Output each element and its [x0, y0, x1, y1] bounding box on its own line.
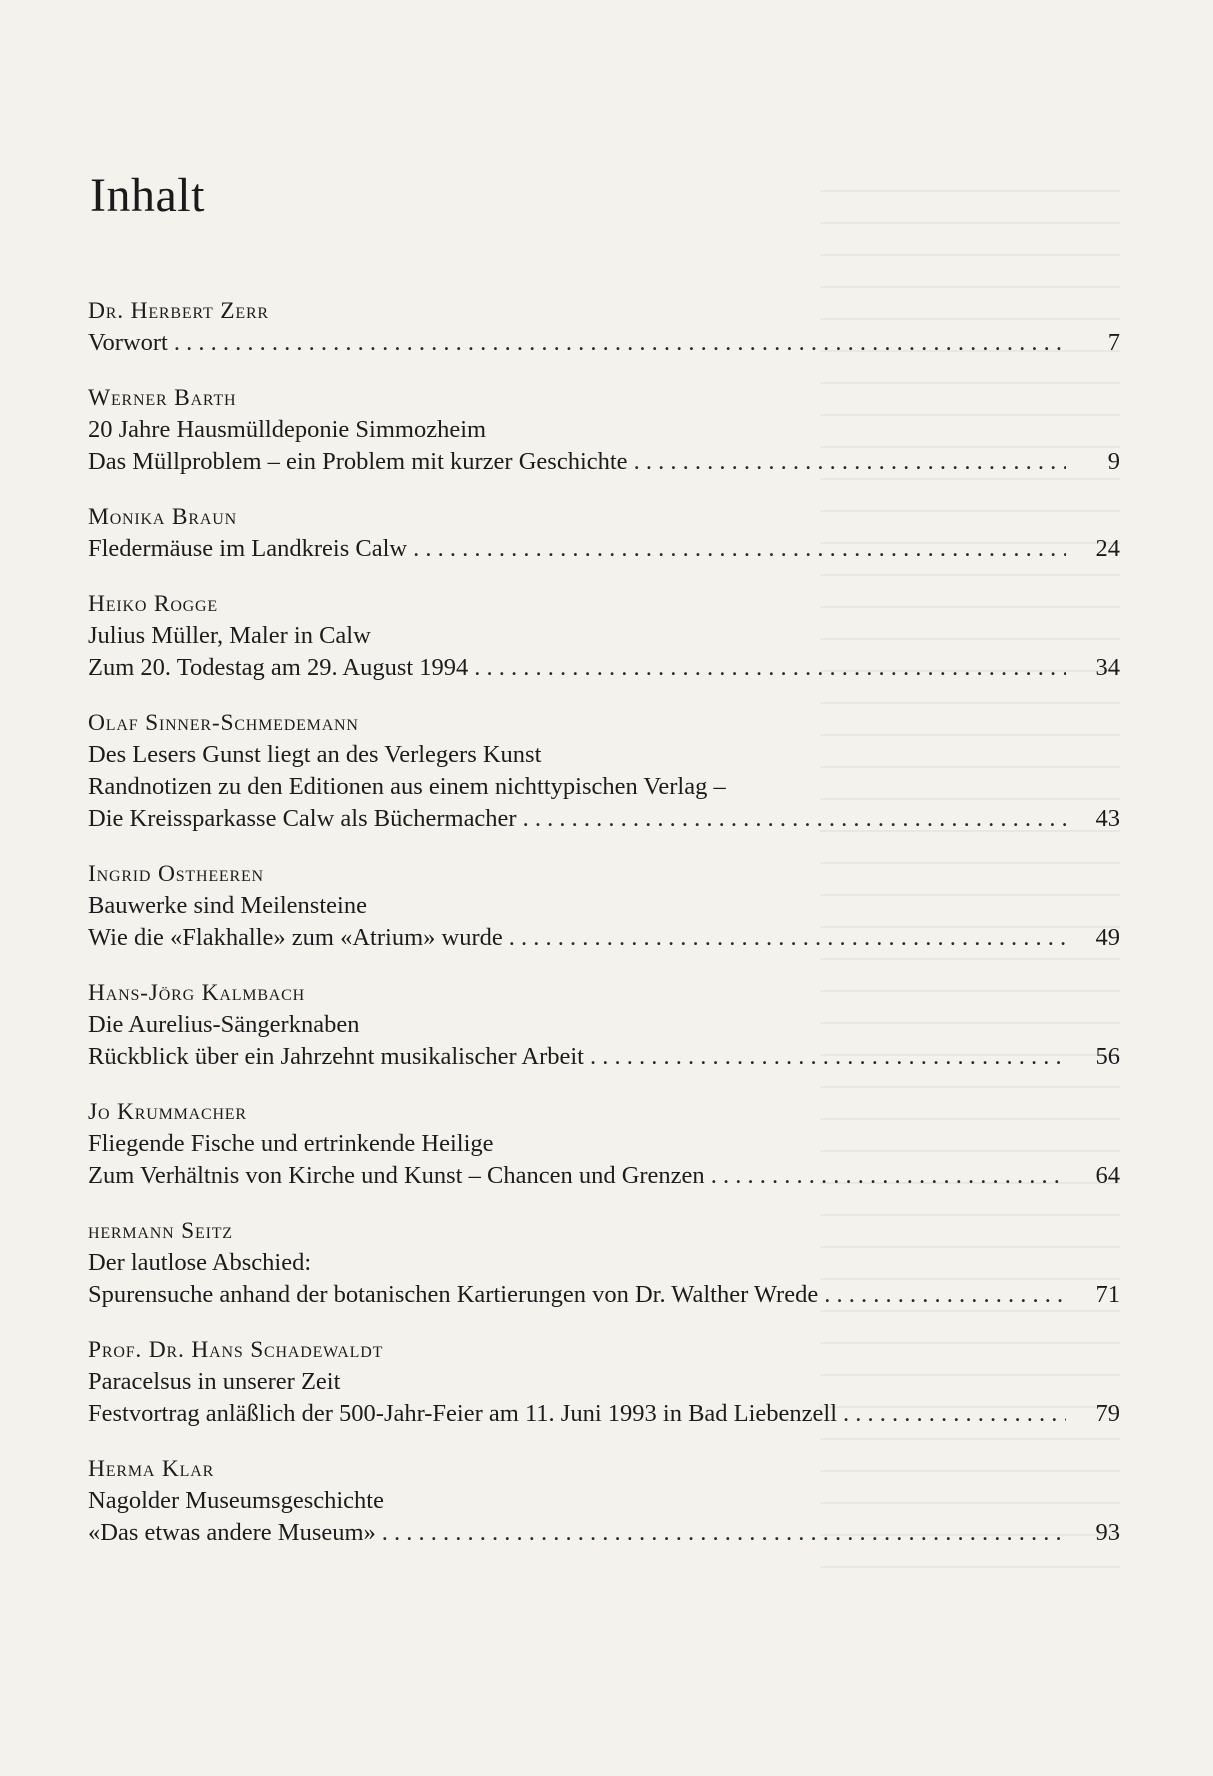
- page-number: 79: [1095, 1400, 1120, 1427]
- toc-entry-title-line: «Das etwas andere Museum»: [88, 1519, 376, 1546]
- toc-entry: [88, 1453, 1120, 1549]
- page-title: Inhalt: [90, 169, 205, 222]
- dot-leader: [711, 1160, 1066, 1192]
- page-number: 49: [1095, 924, 1120, 951]
- toc-entry-leader-line: [88, 803, 1120, 835]
- page-number: 56: [1095, 1043, 1120, 1070]
- dot-leader: [523, 803, 1066, 835]
- dot-leader: [590, 1041, 1066, 1073]
- toc-entry-author: Heiko Rogge: [88, 591, 218, 617]
- dot-leader: [382, 1517, 1066, 1549]
- toc-entry-author: Olaf Sinner-Schmedemann: [88, 710, 359, 736]
- toc-entry-leader-line: [88, 533, 1120, 565]
- toc-entry: [88, 1096, 1120, 1192]
- page-number: 34: [1095, 654, 1120, 681]
- toc-entry-title-line: Julius Müller, Maler in Calw: [88, 622, 371, 649]
- toc-entry-author: Dr. Herbert Zerr: [88, 298, 269, 324]
- toc-entry-title-line: Die Kreissparkasse Calw als Büchermacher: [88, 805, 517, 832]
- toc-entry-leader-line: [88, 1517, 1120, 1549]
- toc-entry-leader-line: [88, 1160, 1120, 1192]
- toc-entry: [88, 1334, 1120, 1430]
- page-number: 64: [1095, 1162, 1120, 1189]
- toc-entry-author: Monika Braun: [88, 504, 237, 530]
- toc-entry: [88, 382, 1120, 478]
- page-number: 24: [1095, 535, 1120, 562]
- toc-entry-leader-line: [88, 446, 1120, 478]
- toc-entry-title-line: Das Müllproblem – ein Problem mit kurzer Geschichte: [88, 448, 628, 475]
- toc-entry: [88, 977, 1120, 1073]
- page-number: 9: [1107, 448, 1120, 475]
- dot-leader: [824, 1279, 1066, 1311]
- dot-leader: [509, 922, 1066, 954]
- toc-entry-title-line: Spurensuche anhand der botanischen Kartierungen von Dr. Walther Wrede: [88, 1281, 819, 1308]
- toc-entry-author: Hans-Jörg Kalmbach: [88, 980, 305, 1006]
- page-number: 7: [1107, 329, 1120, 356]
- page-number: 93: [1095, 1519, 1120, 1546]
- toc-entry-leader-line: [88, 327, 1120, 359]
- toc-entry-title-line: Die Aurelius-Sängerknaben: [88, 1011, 360, 1038]
- dot-leader: [843, 1398, 1066, 1430]
- toc-entry-title-line: Bauwerke sind Meilensteine: [88, 892, 367, 919]
- dot-leader: [174, 327, 1066, 359]
- toc-entry-author: Jo Krummacher: [88, 1099, 247, 1125]
- toc-entry-author: Ingrid Ostheeren: [88, 861, 264, 887]
- toc-entry-title-line: Festvortrag anläßlich der 500-Jahr-Feier am 11. Juni 1993 in Bad Liebenzell: [88, 1400, 838, 1427]
- toc-entry-leader-line: [88, 1041, 1120, 1073]
- toc-entry: [88, 858, 1120, 954]
- page-number: 43: [1095, 805, 1120, 832]
- toc-entry-title-line: Der lautlose Abschied:: [88, 1249, 312, 1276]
- dot-leader: [474, 652, 1066, 684]
- toc-entry-author: Werner Barth: [88, 385, 237, 411]
- dot-leader: [634, 446, 1066, 478]
- toc-entry: [88, 295, 1120, 359]
- toc-entry-leader-line: [88, 1398, 1120, 1430]
- toc-entry-leader-line: [88, 922, 1120, 954]
- toc-entry-title-line: Paracelsus in unserer Zeit: [88, 1368, 341, 1395]
- toc-entry-title-line: Fledermäuse im Landkreis Calw: [88, 535, 408, 562]
- toc-entry-leader-line: [88, 652, 1120, 684]
- toc-entry-author: Herma Klar: [88, 1456, 215, 1482]
- toc-entry-author: Prof. Dr. Hans Schadewaldt: [88, 1337, 384, 1363]
- toc-entry-title-line: Rückblick über ein Jahrzehnt musikalischer Arbeit: [88, 1043, 584, 1070]
- toc-entry: [88, 1215, 1120, 1311]
- page-number: 71: [1095, 1281, 1120, 1308]
- toc-entry: [88, 501, 1120, 565]
- toc-entry-title-line: Des Lesers Gunst liegt an des Verlegers Kunst: [88, 741, 542, 768]
- toc-entry-title-line: Zum Verhältnis von Kirche und Kunst – Chancen und Grenzen: [88, 1162, 705, 1189]
- toc-entry-leader-line: [88, 1279, 1120, 1311]
- toc-entry: [88, 707, 1120, 835]
- toc-entry-title-line: Vorwort: [88, 329, 168, 356]
- table-of-contents: [88, 295, 1120, 1572]
- toc-entry-title-line: Randnotizen zu den Editionen aus einem nichttypischen Verlag –: [88, 773, 726, 800]
- dot-leader: [413, 533, 1066, 565]
- toc-entry-title-line: Fliegende Fische und ertrinkende Heilige: [88, 1130, 494, 1157]
- toc-entry-author: hermann Seitz: [88, 1218, 233, 1244]
- toc-entry-title-line: Zum 20. Todestag am 29. August 1994: [88, 654, 469, 681]
- toc-entry: [88, 588, 1120, 684]
- toc-entry-title-line: Nagolder Museumsgeschichte: [88, 1487, 384, 1514]
- toc-entry-title-line: 20 Jahre Hausmülldeponie Simmozheim: [88, 416, 487, 443]
- toc-entry-title-line: Wie die «Flakhalle» zum «Atrium» wurde: [88, 924, 503, 951]
